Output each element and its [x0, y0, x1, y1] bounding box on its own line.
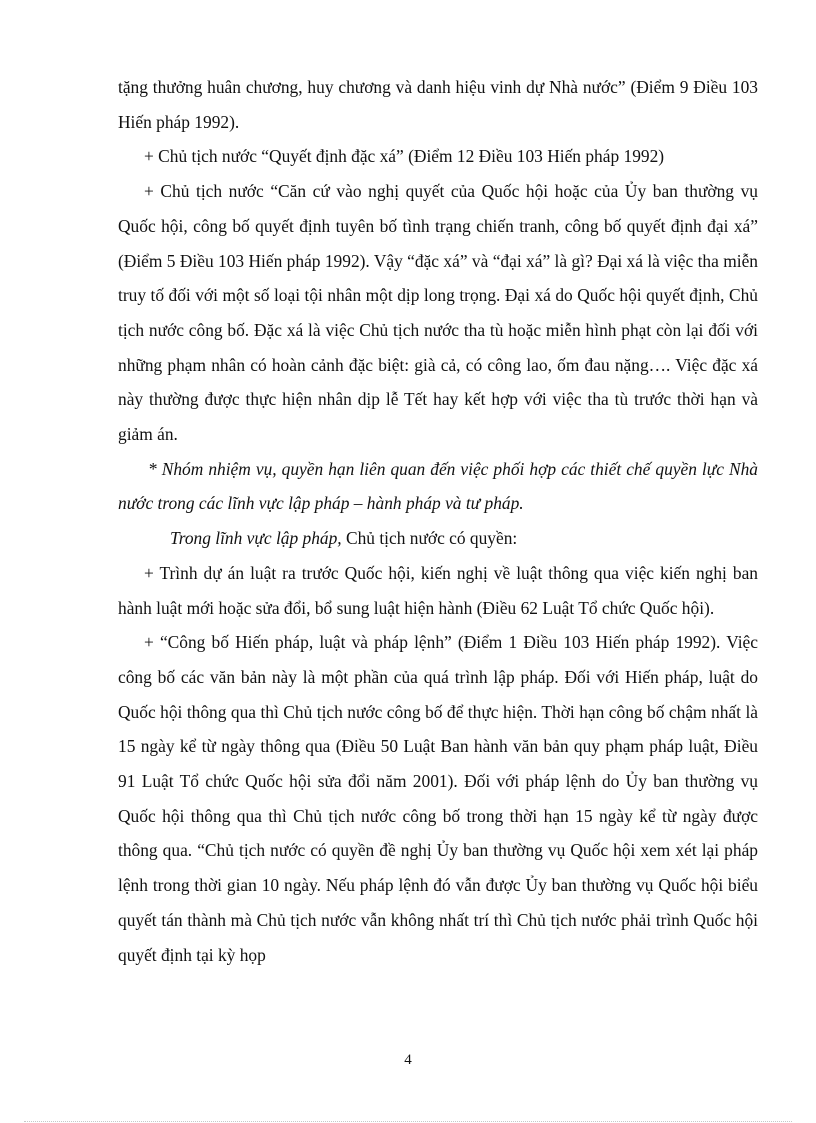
paragraph-coordination-heading: * Nhóm nhiệm vụ, quyền hạn liên quan đến việc phối hợp các thiết chế quyền lực Nhà nước trong các lĩnh vực lập pháp – hành pháp và tư pháp. [118, 458, 758, 514]
paragraph-legislative-intro [118, 521, 758, 556]
page-number: 4 [404, 1052, 412, 1068]
paragraph-general-amnesty: + Chủ tịch nước “Căn cứ vào nghị quyết của Quốc hội hoặc của Ủy ban thường vụ Quốc hội, công bố quyết định tuyên bố tình trạng chiến tranh, công bố quyết định đại xá” (Điểm 5 Điều 103 Hiến pháp 1992). Vậy “đặc xá” và “đại xá” là gì? Đại xá là việc tha miễn truy tố đối với một số loại tội nhân một dịp long trọng. Đại xá do Quốc hội quyết định, Chủ tịch nước công bố. Đặc xá là việc Chủ tịch nước tha tù hoặc miễn hình phạt còn lại đối với những phạm nhân có hoàn cảnh đặc biệt: già cả, có công lao, ốm đau nặng…. Việc đặc xá này thường được thực hiện nhân dịp lễ Tết hay kết hợp với việc tha tù trước thời hạn và giảm án. [118, 181, 758, 445]
paragraph-promulgate-laws: + “Công bố Hiến pháp, luật và pháp lệnh” (Điểm 1 Điều 103 Hiến pháp 1992). Việc công bố các văn bản này là một phần của quá trình lập pháp. Đối với Hiến pháp, luật do Quốc hội thông qua thì Chủ tịch nước công bố để thực hiện. Thời hạn công bố chậm nhất là 15 ngày kể từ ngày thông qua (Điều 50 Luật Ban hành văn bản quy phạm pháp luật, Điều 91 Luật Tổ chức Quốc hội sửa đổi năm 2001). Đối với pháp lệnh do Ủy ban thường vụ Quốc hội thông qua thì Chủ tịch nước công bố trong thời hạn 15 ngày kể từ ngày được thông qua. “Chủ tịch nước có quyền đề nghị Ủy ban thường vụ Quốc hội xem xét lại pháp lệnh trong thời gian 10 ngày. Nếu pháp lệnh đó vẫn được Ủy ban thường vụ Quốc hội biểu quyết tán thành mà Chủ tịch nước vẫn không nhất trí thì Chủ tịch nước phải trình Quốc hội quyết định tại kỳ họp [118, 632, 758, 965]
paragraph-awards-continuation: tặng thưởng huân chương, huy chương và danh hiệu vinh dự Nhà nước” (Điểm 9 Điều 103 Hiến pháp 1992). [118, 77, 758, 132]
legislative-intro-rest: Chủ tịch nước có quyền: [341, 528, 518, 549]
page-bottom-border [24, 1121, 792, 1122]
paragraph-special-amnesty: + Chủ tịch nước “Quyết định đặc xá” (Điểm 12 Điều 103 Hiến pháp 1992) [144, 146, 665, 167]
page-body [118, 70, 758, 972]
legislative-intro-italic: Trong lĩnh vực lập pháp, [170, 528, 342, 549]
paragraph-submit-bill: + Trình dự án luật ra trước Quốc hội, kiến nghị về luật thông qua việc kiến nghị ban hành luật mới hoặc sửa đổi, bổ sung luật hiện hành (Điều 62 Luật Tổ chức Quốc hội). [118, 562, 758, 618]
